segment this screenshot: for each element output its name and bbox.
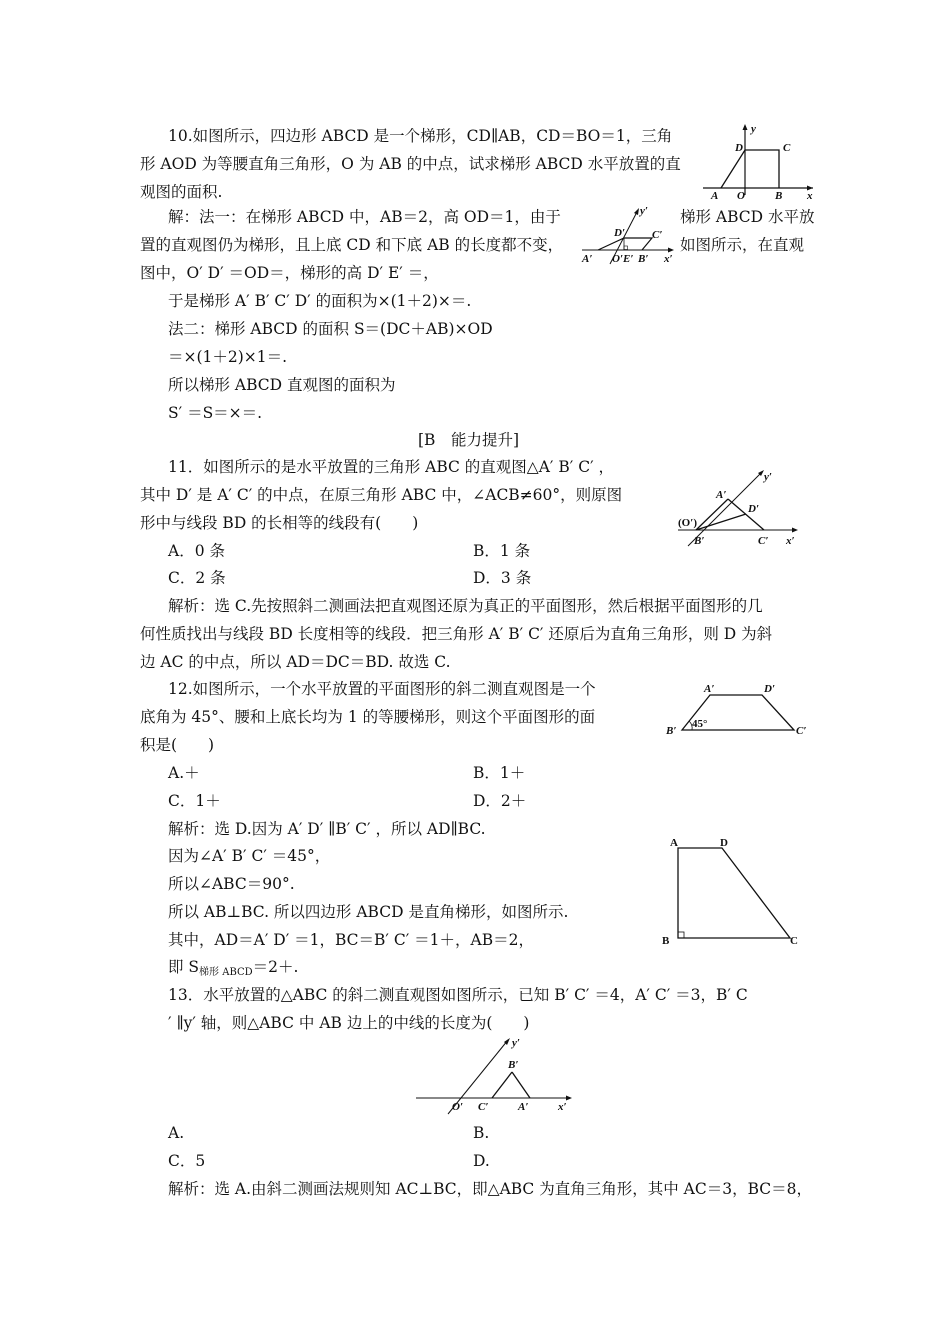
p13-fig-label-c: C′ [478, 1101, 489, 1113]
p12-option-a: A.＋ [168, 764, 200, 782]
p13-fig-label-y: y′ [512, 1037, 520, 1049]
p11-option-d: D．3 条 [473, 569, 532, 587]
p12-option-b: B．1＋ [473, 764, 526, 782]
p12-area-subscript: 梯形 ABCD [199, 967, 253, 978]
p13-line-2: ′ ∥y′ 轴，则△ABC 中 AB 边上的中线的长度为( ) [168, 1014, 530, 1032]
p10-line-3: 观图的面积. [140, 183, 223, 201]
p12-fig1-label-a: A′ [704, 683, 715, 695]
p12-fig2-label-b: B [662, 935, 670, 947]
p13-line-1: 13．水平放置的△ABC 的斜二测直观图如图所示，已知 B′ C′ ＝4，A′ C′ ＝3，B′ C [168, 986, 748, 1004]
p12-fig1-label-45: 45° [692, 718, 708, 730]
p11-answer-line-1: 解析：选 C.先按照斜二测画法把直观图还原为真正的平面图形，然后根据平面图形的几 [168, 597, 763, 615]
p13-fig-label-o: O′ [452, 1101, 464, 1113]
p12-option-c: C．1＋ [168, 792, 221, 810]
p11-fig-label-b: B′ [694, 535, 705, 547]
p10-fig2-label-d: D′ [614, 227, 626, 239]
p10-fig1-label-a: A [711, 190, 719, 200]
p12-fig1-label-d: D′ [764, 683, 776, 695]
p12-answer-line-3: 所以∠ABC＝90°. [168, 875, 295, 893]
p10-solution-line-4: 于是梯形 A′ B′ C′ D′ 的面积为×(1＋2)×＝. [168, 292, 472, 310]
p13-option-c: C．5 [168, 1152, 206, 1170]
p10-fig2-label-a: A′ [582, 253, 593, 265]
p11-option-c: C．2 条 [168, 569, 226, 587]
p11-line-2: 其中 D′ 是 A′ C′ 的中点，在原三角形 ABC 中，∠ACB≠60°，则原图 [140, 486, 623, 504]
p11-fig-label-c: C′ [758, 535, 769, 547]
p10-fig1-label-c: C [783, 142, 791, 154]
p10-fig2-label-y: y′ [640, 205, 648, 217]
p12-answer-line-4: 所以 AB⊥BC. 所以四边形 ABCD 是直角梯形，如图所示. [168, 903, 569, 921]
p11-option-a: A．0 条 [168, 542, 225, 560]
p11-figure [676, 466, 808, 554]
p10-solution-line-2: 置的直观图仍为梯形，且上底 CD 和下底 AB 的长度都不变， [140, 236, 564, 254]
p10-fig1-label-b: B [775, 190, 783, 200]
p10-fig1-label-x: x [807, 190, 813, 200]
p13-fig-label-b: B′ [508, 1059, 519, 1071]
p10-method2-line-3: 所以梯形 ABCD 直观图的面积为 [168, 376, 396, 394]
p13-option-a: A. [168, 1124, 185, 1142]
p11-fig-label-a: A′ [716, 489, 727, 501]
p10-method2-line-4: S′ ＝S＝×＝. [168, 404, 263, 422]
p12-figure-oblique [662, 680, 812, 740]
p11-answer-line-2: 何性质找出与线段 BD 长度相等的线段．把三角形 A′ B′ C′ 还原后为直角三角形，则 D 为斜 [140, 625, 773, 643]
p10-figure-oblique [580, 204, 680, 268]
p12-answer-line-6 [168, 957, 298, 983]
p10-method2-line-2: ＝×(1＋2)×1＝. [168, 348, 288, 366]
p12-line-1: 12.如图所示，一个水平放置的平面图形的斜二测直观图是一个 [168, 680, 596, 698]
p10-fig2-label-x: x′ [664, 253, 673, 265]
p12-fig1-label-c: C′ [796, 725, 807, 737]
p10-fig1-label-d: D [735, 142, 743, 154]
p10-fig2-label-c: C′ [652, 229, 663, 241]
p12-fig2-label-a: A [670, 837, 678, 849]
p10-solution-line-1: 解：法一：在梯形 ABCD 中，AB＝2，高 OD＝1，由于 [168, 208, 561, 226]
section-b-heading: [B 能力提升] [418, 431, 519, 449]
p10-fig2-label-oe: O′E′ [612, 253, 634, 265]
p12-line-2: 底角为 45°、腰和上底长均为 1 的等腰梯形，则这个平面图形的面 [140, 708, 596, 726]
p10-line-2: 形 AOD 为等腰直角三角形，O 为 AB 的中点，试求梯形 ABCD 水平放置的直 [140, 155, 681, 173]
p12-fig2-label-d: D [720, 837, 728, 849]
p10-figure-original [695, 120, 820, 200]
p11-option-b: B．1 条 [473, 542, 531, 560]
p12-area-prefix: 即 S [168, 958, 200, 976]
p11-fig-label-y: y′ [764, 471, 772, 483]
p11-line-1: 11．如图所示的是水平放置的三角形 ABC 的直观图△A′ B′ C′ ， [168, 458, 615, 476]
p10-fig2-label-b: B′ [638, 253, 649, 265]
p12-line-3: 积是( ) [140, 736, 215, 754]
p12-fig1-label-b: B′ [666, 725, 677, 737]
p11-answer-line-3: 边 AC 的中点，所以 AD＝DC＝BD. 故选 C. [140, 653, 451, 671]
p11-fig-label-o: (O′) [678, 517, 697, 529]
p10-side-line-2: 如图所示，在直观 [680, 236, 805, 254]
p12-answer-line-5: 其中，AD＝A′ D′ ＝1，BC＝B′ C′ ＝1＋，AB＝2， [168, 931, 534, 949]
p13-fig-label-a: A′ [518, 1101, 529, 1113]
p11-fig-label-x: x′ [786, 535, 795, 547]
p12-answer-line-2: 因为∠A′ B′ C′ ＝45°， [168, 847, 331, 865]
p12-answer-line-1: 解析：选 D.因为 A′ D′ ∥B′ C′ ，所以 AD∥BC. [168, 820, 486, 838]
p10-line-1: 10.如图所示，四边形 ABCD 是一个梯形，CD∥AB，CD＝BO＝1，三角 [168, 127, 673, 145]
p13-option-d: D. [473, 1152, 490, 1170]
p11-line-3: 形中与线段 BD 的长相等的线段有( ) [140, 514, 419, 532]
p11-fig-label-d: D′ [748, 503, 760, 515]
p12-option-d: D．2＋ [473, 792, 527, 810]
p12-area-suffix: ＝2＋. [252, 958, 299, 976]
p12-fig2-label-c: C [790, 935, 798, 947]
p10-fig1-label-o: O [737, 190, 745, 200]
p13-figure [414, 1034, 578, 1118]
p10-method2-line-1: 法二：梯形 ABCD 的面积 S＝(DC＋AB)×OD [168, 320, 493, 338]
p12-figure-original [660, 830, 810, 950]
p13-fig-label-x: x′ [558, 1101, 567, 1113]
p13-answer-line-1: 解析：选 A.由斜二测画法规则知 AC⊥BC，即△ABC 为直角三角形，其中 AC＝3，BC＝8， [168, 1180, 812, 1198]
p10-side-line-1: 梯形 ABCD 水平放 [680, 208, 815, 226]
p10-fig1-label-y: y [751, 123, 756, 135]
p13-option-b: B. [473, 1124, 490, 1142]
p10-solution-line-3: 图中，O′ D′ ＝OD＝，梯形的高 D′ E′ ＝， [140, 264, 439, 282]
